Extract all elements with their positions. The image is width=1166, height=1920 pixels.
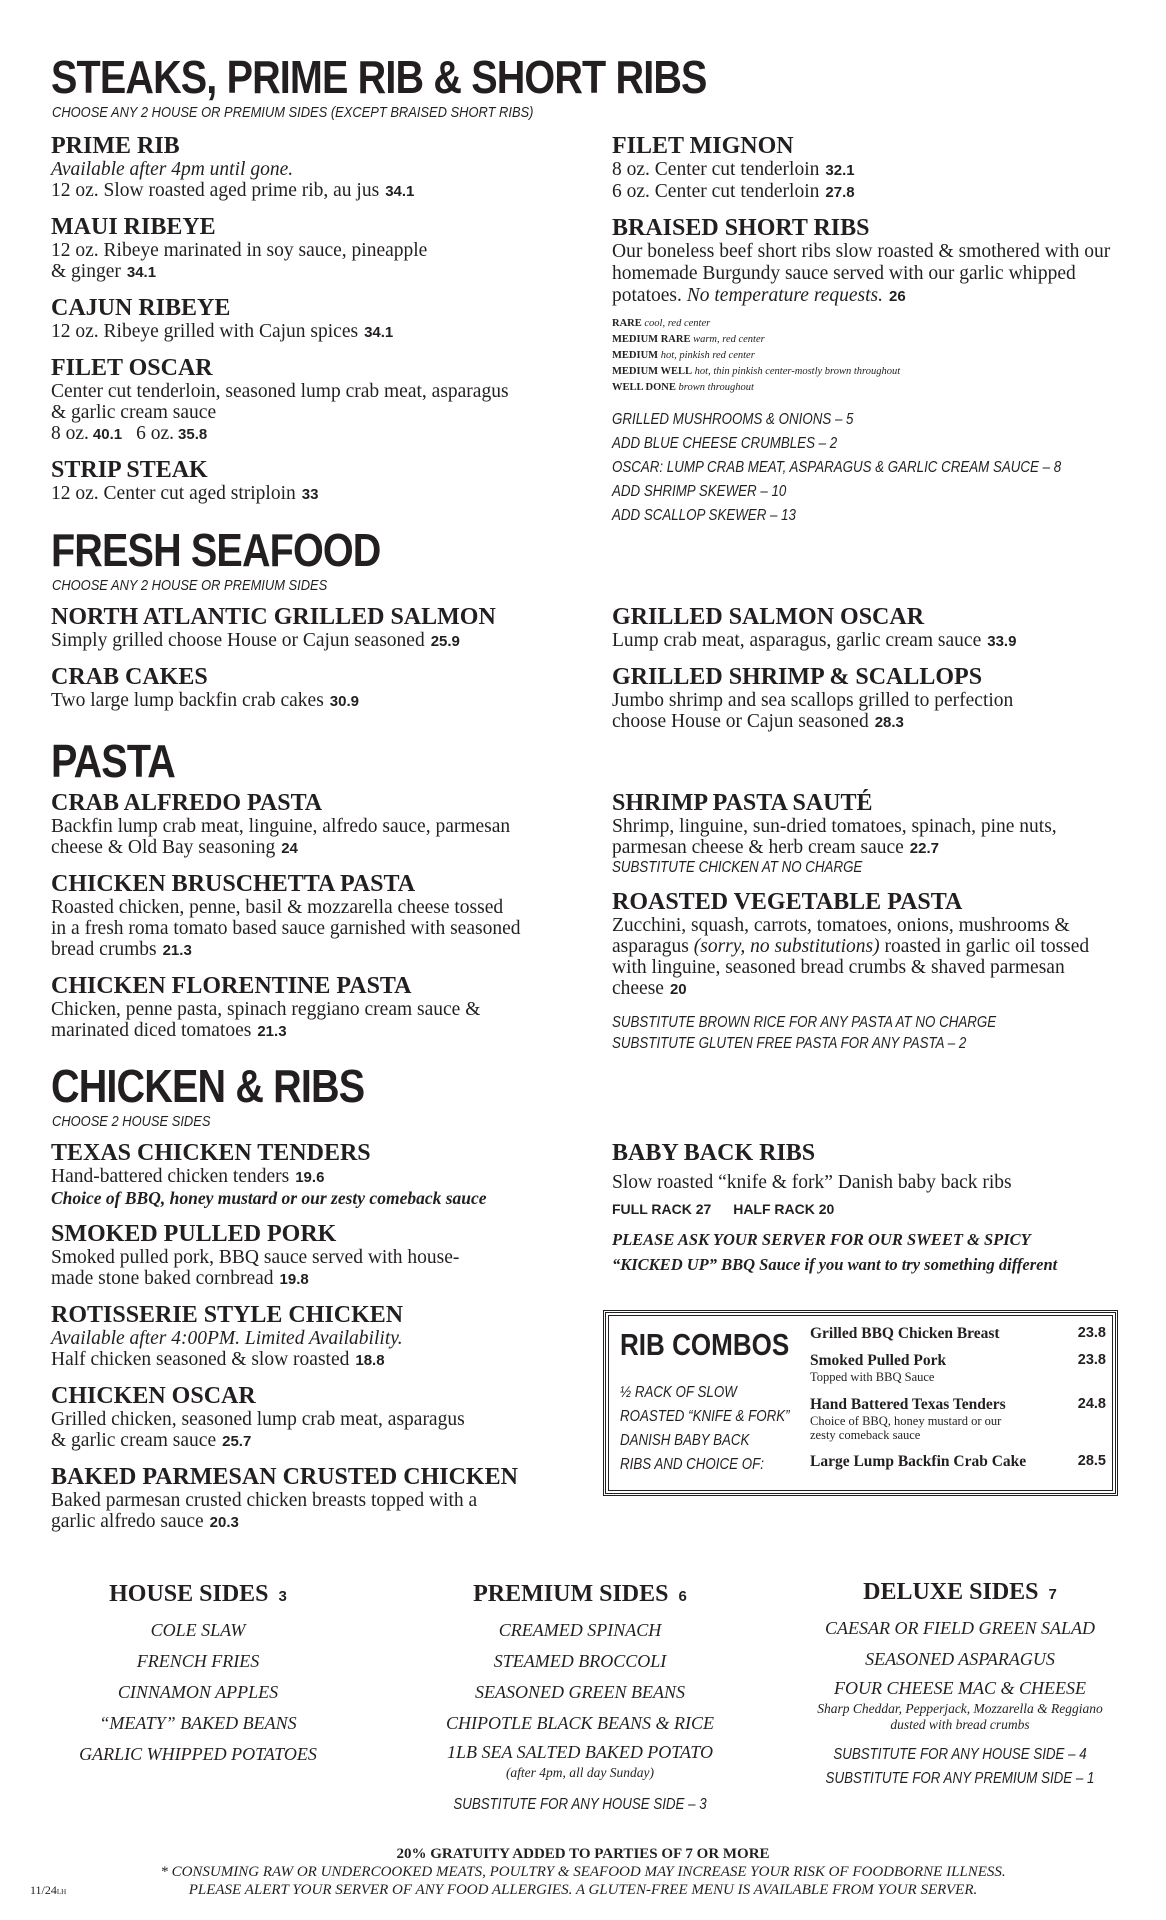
footer bbox=[0, 1845, 1166, 1899]
steak-addons bbox=[612, 408, 1132, 528]
menu-item-crab-cakes bbox=[51, 664, 591, 712]
addon-line: ADD BLUE CHEESE CRUMBLES – 2 bbox=[612, 435, 838, 452]
item-price: 34.1 bbox=[364, 324, 394, 341]
section-subtitle-steaks: CHOOSE ANY 2 HOUSE OR PREMIUM SIDES (EXCEPT BRAISED SHORT RIBS) bbox=[52, 104, 534, 121]
steaks-right-column bbox=[612, 133, 1132, 528]
menu-date: 11/24LH bbox=[30, 1883, 67, 1897]
item-name: ROTISSERIE STYLE CHICKEN bbox=[51, 1302, 404, 1328]
menu-item-strip-steak bbox=[51, 457, 581, 505]
menu-item-salmon-oscar bbox=[612, 604, 1132, 652]
side-item: CINNAMON APPLES bbox=[117, 1682, 279, 1702]
item-name: CAJUN RIBEYE bbox=[51, 295, 231, 321]
addon-line: GRILLED MUSHROOMS & ONIONS – 5 bbox=[612, 411, 854, 428]
combo-item: Grilled BBQ Chicken Breast 23.8 bbox=[810, 1325, 1106, 1342]
item-name: CRAB ALFREDO PASTA bbox=[51, 790, 323, 816]
item-name: CRAB CAKES bbox=[51, 664, 208, 690]
section-title-chicken-ribs: CHICKEN & RIBS bbox=[51, 1060, 365, 1112]
seafood-right-column bbox=[612, 604, 1132, 745]
menu-item-roasted-vegetable-pasta bbox=[612, 889, 1132, 1000]
item-name: STRIP STEAK bbox=[51, 457, 208, 483]
item-desc: Grilled chicken, seasoned lump crab meat, asparagus & garlic cream sauce 25.7 bbox=[51, 1409, 465, 1451]
steaks-left-column bbox=[51, 133, 581, 517]
side-item: CREAMED SPINACH bbox=[498, 1620, 662, 1640]
item-desc: Center cut tenderloin, seasoned lump crab meat, asparagus & garlic cream sauce bbox=[51, 381, 509, 423]
side-substitution: SUBSTITUTE FOR ANY HOUSE SIDE – 4 bbox=[833, 1746, 1087, 1763]
foodborne-warning: * CONSUMING RAW OR UNDERCOOKED MEATS, POULTRY & SEAFOOD MAY INCREASE YOUR RISK OF FOODBORNE ILLNESS. bbox=[160, 1864, 1006, 1880]
section-title-seafood: FRESH SEAFOOD bbox=[51, 524, 381, 576]
side-substitution: SUBSTITUTE FOR ANY PREMIUM SIDE – 1 bbox=[825, 1770, 1095, 1787]
menu-item-crab-alfredo bbox=[51, 790, 591, 859]
addon-line: OSCAR: LUMP CRAB MEAT, ASPARAGUS & GARLIC CREAM SAUCE – 8 bbox=[612, 459, 1062, 476]
menu-item-prime-rib bbox=[51, 133, 581, 202]
item-note: Available after 4:00PM. Limited Availability. bbox=[51, 1328, 403, 1349]
item-desc: Smoked pulled pork, BBQ sauce served with house-made stone baked cornbread 19.8 bbox=[51, 1247, 460, 1289]
item-desc: Roasted chicken, penne, basil & mozzarella cheese tossed in a fresh roma tomato based sauce garnished with seasoned bread crumbs 21.3 bbox=[51, 897, 521, 960]
seafood-left-column bbox=[51, 604, 591, 724]
premium-sides bbox=[420, 1580, 740, 1817]
rack-prices: FULL RACK 27 HALF RACK 20 bbox=[612, 1201, 835, 1217]
gratuity-note: 20% GRATUITY ADDED TO PARTIES OF 7 OR MORE bbox=[396, 1846, 770, 1862]
item-price: 34.1 bbox=[385, 183, 415, 200]
item-desc: 12 oz. Ribeye grilled with Cajun spices 34.1 bbox=[51, 321, 394, 342]
menu-item-chicken-florentine bbox=[51, 973, 591, 1042]
menu-item-chicken-oscar bbox=[51, 1383, 591, 1452]
item-desc: 12 oz. Center cut aged striploin 33 bbox=[51, 483, 319, 504]
menu-item-chicken-bruschetta bbox=[51, 871, 591, 961]
menu-item-rotisserie-chicken bbox=[51, 1302, 591, 1371]
item-note: SUBSTITUTE CHICKEN AT NO CHARGE bbox=[612, 859, 863, 876]
item-desc: Jumbo shrimp and sea scallops grilled to perfection choose House or Cajun seasoned 28.3 bbox=[612, 690, 1014, 732]
item-desc: Chicken, penne pasta, spinach reggiano cream sauce & marinated diced tomatoes 21.3 bbox=[51, 999, 481, 1041]
menu-item-grilled-salmon bbox=[51, 604, 591, 652]
sides-heading: HOUSE SIDES 3 bbox=[109, 1581, 287, 1607]
temp-medium-rare: MEDIUM RARE warm, red center bbox=[612, 334, 765, 345]
item-desc: Baked parmesan crusted chicken breasts topped with a garlic alfredo sauce 20.3 bbox=[51, 1490, 478, 1532]
side-item: SEASONED GREEN BEANS bbox=[475, 1682, 685, 1702]
item-name: CHICKEN OSCAR bbox=[51, 1383, 256, 1409]
item-desc: Half chicken seasoned & slow roasted 18.8 bbox=[51, 1349, 385, 1370]
temp-medium: MEDIUM hot, pinkish red center bbox=[612, 350, 755, 361]
item-name: FILET MIGNON bbox=[612, 133, 794, 159]
sides-heading: PREMIUM SIDES 6 bbox=[473, 1581, 687, 1607]
section-title-pasta: PASTA bbox=[51, 735, 175, 787]
bbq-note: PLEASE ASK YOUR SERVER FOR OUR SWEET & SPICY “KICKED UP” BBQ Sauce if you want to try something different bbox=[612, 1230, 1058, 1274]
rib-combos-list bbox=[810, 1325, 1106, 1471]
side-item: CHIPOTLE BLACK BEANS & RICE bbox=[445, 1713, 714, 1733]
section-subtitle-seafood: CHOOSE ANY 2 HOUSE OR PREMIUM SIDES bbox=[52, 577, 328, 594]
item-name: NORTH ATLANTIC GRILLED SALMON bbox=[51, 604, 496, 630]
item-desc: Lump crab meat, asparagus, garlic cream sauce 33.9 bbox=[612, 630, 1017, 651]
side-item: GARLIC WHIPPED POTATOES bbox=[79, 1744, 317, 1764]
menu-item-shrimp-scallops bbox=[612, 664, 1132, 733]
side-substitution: SUBSTITUTE FOR ANY HOUSE SIDE – 3 bbox=[453, 1796, 707, 1813]
side-item: “MEATY” BAKED BEANS bbox=[99, 1713, 297, 1733]
item-desc: Hand-battered chicken tenders 19.6 bbox=[51, 1166, 325, 1187]
item-name: SMOKED PULLED PORK bbox=[51, 1221, 337, 1247]
sides-heading: DELUXE SIDES 7 bbox=[863, 1579, 1057, 1605]
item-line: 6 oz. Center cut tenderloin 27.8 bbox=[612, 181, 855, 202]
side-item: STEAMED BROCCOLI bbox=[493, 1651, 667, 1671]
side-item: FRENCH FRIES bbox=[136, 1651, 260, 1671]
rib-combos-box bbox=[603, 1310, 1118, 1496]
item-name: CHICKEN BRUSCHETTA PASTA bbox=[51, 871, 416, 897]
chicken-right-column bbox=[612, 1140, 1132, 1277]
menu-item-baby-back-ribs bbox=[612, 1140, 1132, 1277]
rib-combos-desc: ½ RACK OF SLOW ROASTED “KNIFE & FORK” DANISH BABY BACK RIBS AND CHOICE OF: bbox=[620, 1384, 790, 1473]
house-sides bbox=[48, 1580, 348, 1770]
pasta-left-column bbox=[51, 790, 591, 1054]
item-price: 34.1 bbox=[126, 264, 157, 281]
item-price: 33 bbox=[301, 486, 319, 503]
item-note: Available after 4pm until gone. bbox=[51, 159, 294, 180]
section-subtitle-chicken-ribs: CHOOSE 2 HOUSE SIDES bbox=[52, 1113, 211, 1130]
allergy-note: PLEASE ALERT YOUR SERVER OF ANY FOOD ALLERGIES. A GLUTEN-FREE MENU IS AVAILABLE FROM YOUR SERVER. bbox=[188, 1882, 978, 1898]
item-prices: 8 oz. 40.1 6 oz. 35.8 bbox=[51, 423, 208, 444]
side-note: Sharp Cheddar, Pepperjack, Mozzarella & Reggiano dusted with bread crumbs bbox=[817, 1701, 1103, 1732]
combo-item: Large Lump Backfin Crab Cake 28.5 bbox=[810, 1453, 1106, 1470]
side-item: COLE SLAW bbox=[150, 1620, 246, 1640]
chicken-left-column bbox=[51, 1140, 591, 1545]
item-name: MAUI RIBEYE bbox=[51, 214, 216, 240]
item-line: 8 oz. Center cut tenderloin 32.1 bbox=[612, 159, 855, 180]
side-item: SEASONED ASPARAGUS bbox=[865, 1649, 1055, 1669]
item-name: PRIME RIB bbox=[51, 133, 180, 159]
menu-item-texas-tenders bbox=[51, 1140, 591, 1209]
item-name: GRILLED SHRIMP & SCALLOPS bbox=[612, 664, 983, 690]
item-desc: Our boneless beef short ribs slow roasted & smothered with our homemade Burgundy sauce served with our garlic whipped potatoes. No temperature requests. 26 bbox=[612, 241, 1111, 306]
item-note: Choice of BBQ, honey mustard or our zesty comeback sauce bbox=[51, 1188, 487, 1208]
deluxe-sides bbox=[800, 1578, 1120, 1791]
combo-item: Hand Battered Texas Tenders Choice of BBQ, honey mustard or our zesty comeback sauce 24.8 bbox=[810, 1396, 1106, 1442]
menu-item-parmesan-chicken bbox=[51, 1464, 591, 1533]
item-price: 26 bbox=[888, 288, 906, 305]
item-desc: 12 oz. Ribeye marinated in soy sauce, pineapple & ginger 34.1 bbox=[51, 240, 428, 282]
item-name: CHICKEN FLORENTINE PASTA bbox=[51, 973, 412, 999]
sub-line: SUBSTITUTE GLUTEN FREE PASTA FOR ANY PASTA – 2 bbox=[612, 1035, 967, 1052]
sub-line: SUBSTITUTE BROWN RICE FOR ANY PASTA AT NO CHARGE bbox=[612, 1014, 997, 1031]
item-desc: Two large lump backfin crab cakes 30.9 bbox=[51, 690, 359, 711]
side-item: FOUR CHEESE MAC & CHEESE bbox=[834, 1678, 1086, 1698]
item-desc: 12 oz. Slow roasted aged prime rib, au jus 34.1 bbox=[51, 180, 415, 201]
menu-item-smoked-pulled-pork bbox=[51, 1221, 591, 1290]
item-desc: Shrimp, linguine, sun-dried tomatoes, spinach, pine nuts, parmesan cheese & herb cream sauce 22.7 bbox=[612, 816, 1057, 858]
section-title-steaks: STEAKS, PRIME RIB & SHORT RIBS bbox=[51, 51, 707, 103]
item-name: GRILLED SALMON OSCAR bbox=[612, 604, 925, 630]
menu-item-maui-ribeye bbox=[51, 214, 581, 283]
temperature-guide bbox=[612, 316, 1132, 396]
addon-line: ADD SHRIMP SKEWER – 10 bbox=[612, 483, 787, 500]
combo-item: Smoked Pulled Pork Topped with BBQ Sauce 23.8 bbox=[810, 1352, 1106, 1384]
pasta-right-column bbox=[612, 790, 1132, 1054]
menu-item-filet-oscar bbox=[51, 355, 581, 445]
menu-item-cajun-ribeye bbox=[51, 295, 581, 343]
item-name: BRAISED SHORT RIBS bbox=[612, 215, 870, 241]
item-name: BAKED PARMESAN CRUSTED CHICKEN bbox=[51, 1464, 518, 1490]
side-item: CAESAR OR FIELD GREEN SALAD bbox=[825, 1618, 1095, 1638]
item-desc: Simply grilled choose House or Cajun seasoned 25.9 bbox=[51, 630, 460, 651]
item-desc: Backfin lump crab meat, linguine, alfredo sauce, parmesan cheese & Old Bay seasoning 24 bbox=[51, 816, 511, 858]
menu-item-shrimp-pasta-saute bbox=[612, 790, 1132, 877]
item-name: SHRIMP PASTA SAUTÉ bbox=[612, 790, 873, 816]
pasta-substitutions bbox=[612, 1012, 1132, 1054]
side-note: (after 4pm, all day Sunday) bbox=[505, 1765, 655, 1780]
temp-medium-well: MEDIUM WELL hot, thin pinkish center-mostly brown throughout bbox=[612, 366, 901, 377]
temp-well-done: WELL DONE brown throughout bbox=[612, 382, 754, 393]
item-name: BABY BACK RIBS bbox=[612, 1140, 816, 1166]
item-name: TEXAS CHICKEN TENDERS bbox=[51, 1140, 371, 1166]
item-desc: Slow roasted “knife & fork” Danish baby back ribs bbox=[612, 1172, 1012, 1193]
rib-combos-title: RIB COMBOS bbox=[620, 1327, 790, 1362]
menu-item-filet-mignon bbox=[612, 133, 1132, 203]
item-name: FILET OSCAR bbox=[51, 355, 213, 381]
item-desc: Zucchini, squash, carrots, tomatoes, onions, mushrooms & asparagus (sorry, no substitutions) roasted in garlic oil tossed with linguine, seasoned bread crumbs & shaved parmesan cheese 20 bbox=[612, 915, 1090, 999]
side-item: 1LB SEA SALTED BAKED POTATO bbox=[447, 1742, 713, 1762]
addon-line: ADD SCALLOP SKEWER – 13 bbox=[612, 507, 796, 524]
temp-rare: RARE cool, red center bbox=[612, 318, 711, 329]
item-name: ROASTED VEGETABLE PASTA bbox=[612, 889, 963, 915]
menu-item-braised-short-ribs bbox=[612, 215, 1132, 308]
